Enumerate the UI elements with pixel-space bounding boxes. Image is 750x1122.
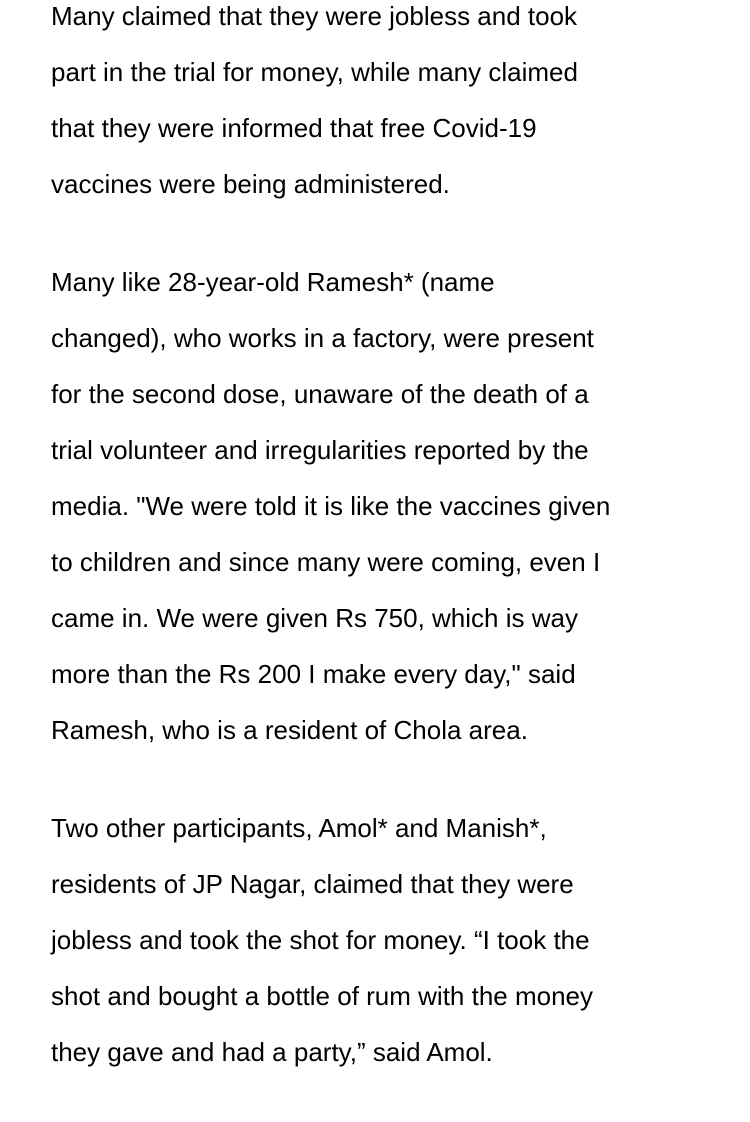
paragraph-3 <box>51 800 711 1080</box>
text-line: changed), who works in a factory, were present <box>51 323 594 353</box>
text-line: residents of JP Nagar, claimed that they were <box>51 869 574 899</box>
text-line: for the second dose, unaware of the death of a <box>51 379 589 409</box>
text-line: Many claimed that they were jobless and took <box>51 1 578 31</box>
paragraph-1 <box>51 0 711 212</box>
text-line: that they were informed that free Covid-19 <box>51 113 537 143</box>
text-line: jobless and took the shot for money. “I took the <box>51 925 590 955</box>
text-line: more than the Rs 200 I make every day," said <box>51 659 576 689</box>
text-line: Two other participants, Amol* and Manish*, <box>51 813 547 843</box>
text-line: Ramesh, who is a resident of Chola area. <box>51 715 528 745</box>
text-line: to children and since many were coming, even I <box>51 547 601 577</box>
article-body <box>51 0 711 1122</box>
text-line: came in. We were given Rs 750, which is way <box>51 603 578 633</box>
text-line: shot and bought a bottle of rum with the money <box>51 981 594 1011</box>
text-line: trial volunteer and irregularities reported by the <box>51 435 589 465</box>
text-line: vaccines were being administered. <box>51 169 450 199</box>
text-line: media. "We were told it is like the vaccines given <box>51 491 611 521</box>
text-line: part in the trial for money, while many claimed <box>51 57 578 87</box>
paragraph-2 <box>51 254 711 758</box>
text-line: Many like 28-year-old Ramesh* (name <box>51 267 495 297</box>
text-line: they gave and had a party,” said Amol. <box>51 1037 493 1067</box>
